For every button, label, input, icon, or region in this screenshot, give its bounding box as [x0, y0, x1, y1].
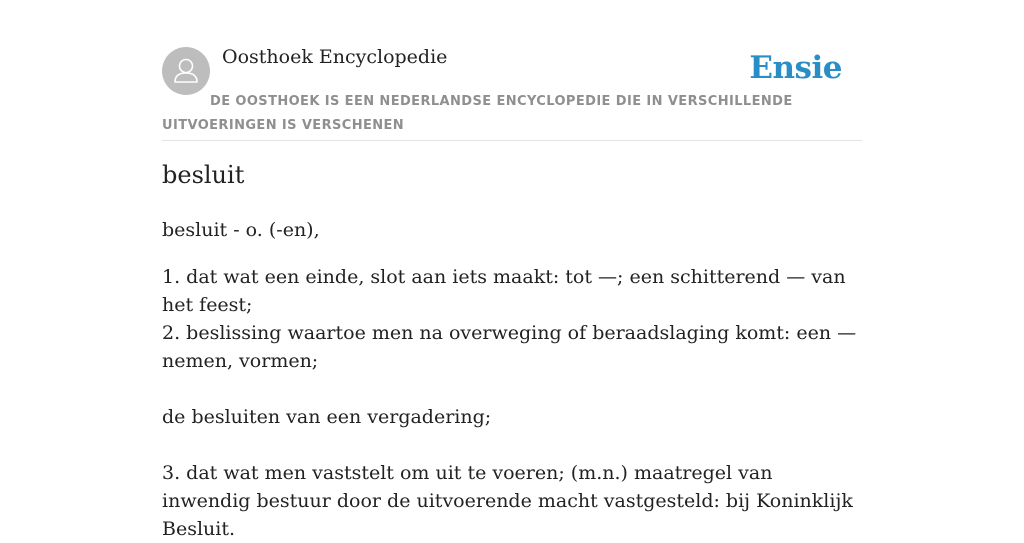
- entry-content: [162, 216, 862, 543]
- definition-line: de besluiten van een vergadering;: [162, 406, 492, 428]
- entry-title: besluit: [162, 161, 245, 189]
- definition-line: 3. dat wat men vaststelt om uit te voeren; (m.n.) maatregel van inwendig bestuur door de uitvoerende macht vastgesteld: bij Koninklijk Besluit.: [162, 462, 853, 540]
- spacer: [162, 431, 862, 459]
- definition-line: 2. beslissing waartoe men na overweging of beraadslaging komt: een — nemen, vormen;: [162, 322, 857, 372]
- definition-line: 1. dat wat een einde, slot aan iets maakt: tot —; een schitterend — van het feest;: [162, 266, 846, 316]
- source-title-link[interactable]: Oosthoek Encyclopedie: [222, 46, 448, 68]
- source-avatar[interactable]: [162, 47, 210, 95]
- entry-headword-line: besluit - o. (-en),: [162, 219, 320, 241]
- source-description: DE OOSTHOEK IS EEN NEDERLANDSE ENCYCLOPEDIE DIE IN VERSCHILLENDE UITVOERINGEN IS VERSCHENEN: [162, 94, 793, 133]
- source-header: [162, 46, 862, 141]
- user-icon: [162, 47, 210, 95]
- ensie-logo-link[interactable]: Ensie: [749, 50, 842, 86]
- spacer: [162, 375, 862, 403]
